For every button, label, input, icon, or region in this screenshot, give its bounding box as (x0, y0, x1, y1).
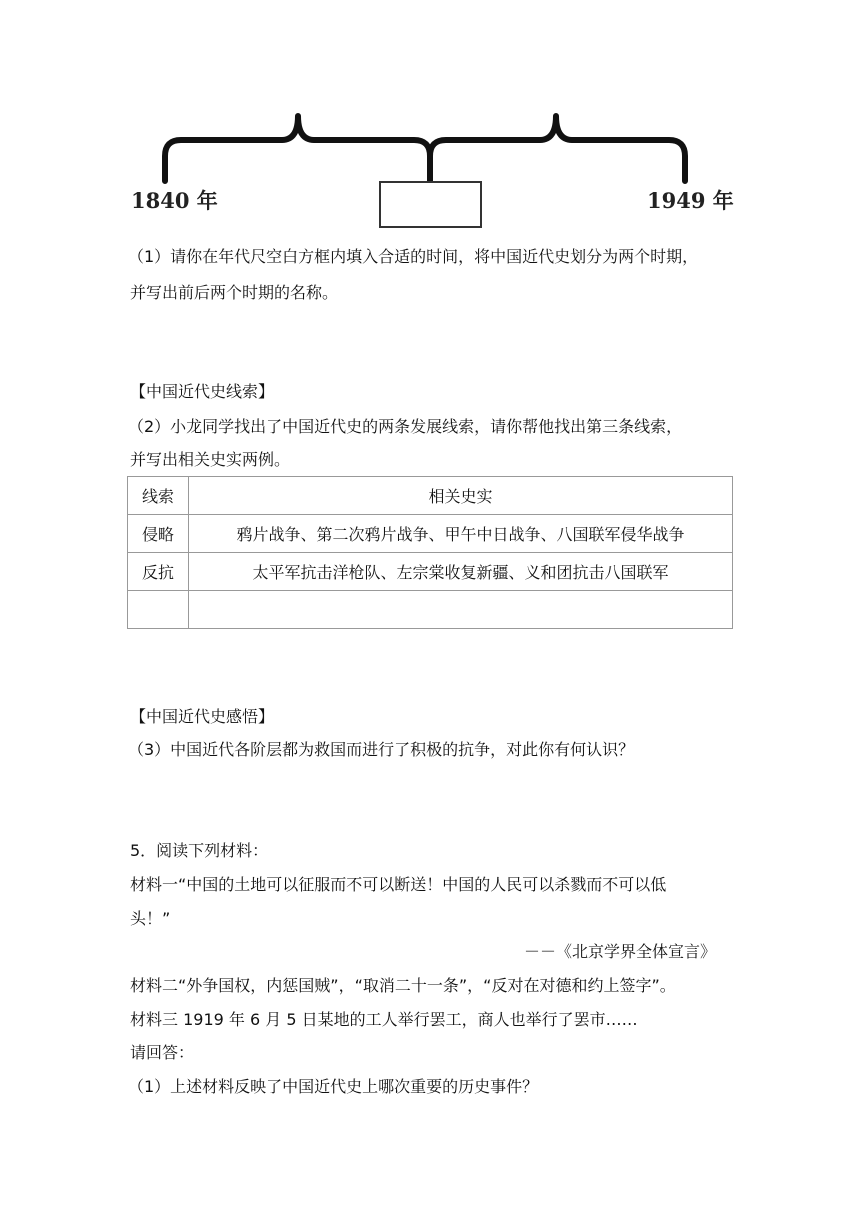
start-year-label: 1840 年 (131, 188, 218, 213)
table-cell: 反抗 (128, 553, 189, 591)
q1-text-line1: （1）请你在年代尺空白方框内填入合适的时间，将中国近代史划分为两个时期， (128, 247, 699, 266)
timeline-diagram (128, 108, 738, 233)
q2-text-line2: 并写出相关史实两例。 (130, 450, 291, 469)
material1-line1: 材料一“中国的土地可以征服而不可以断送！中国的人民可以杀戮而不可以低 (130, 875, 667, 894)
right-period-brace (430, 116, 685, 181)
table-header-row (128, 477, 733, 515)
q3-text: （3）中国近代各阶层都为救国而进行了积极的抗争，对此你有何认识？ (128, 740, 635, 759)
table-row (128, 591, 733, 629)
table-header-cell: 线索 (128, 477, 189, 515)
clues-table (127, 476, 733, 629)
table-cell-blank (189, 591, 733, 629)
q5-title: 5．阅读下列材料： (130, 841, 269, 860)
material3-text: 材料三 1919 年 6 月 5 日某地的工人举行罢工，商人也举行了罢市…… (130, 1010, 638, 1029)
table-row (128, 553, 733, 591)
q1-text-line2: 并写出前后两个时期的名称。 (130, 283, 339, 302)
material1-source: －－《北京学界全体宣言》 (524, 942, 717, 961)
table-row (128, 515, 733, 553)
table-cell: 太平军抗击洋枪队、左宗棠收复新疆、义和团抗击八国联军 (189, 553, 733, 591)
table-header-cell: 相关史实 (189, 477, 733, 515)
table-cell-blank (128, 591, 189, 629)
table-cell: 鸦片战争、第二次鸦片战争、甲午中日战争、八国联军侵华战争 (189, 515, 733, 553)
section-heading-clues: 【中国近代史线索】 (130, 382, 275, 401)
material1-line2: 头！” (130, 909, 171, 928)
table-cell: 侵略 (128, 515, 189, 553)
blank-year-box (380, 182, 481, 227)
end-year-label: 1949 年 (647, 188, 734, 213)
material2-text: 材料二“外争国权，内惩国贼”，“取消二十一条”，“反对在对德和约上签字”。 (130, 976, 676, 995)
answer-prompt: 请回答： (130, 1043, 195, 1062)
section-heading-feelings: 【中国近代史感悟】 (130, 707, 275, 726)
q5-sub1-text: （1）上述材料反映了中国近代史上哪次重要的历史事件？ (128, 1077, 539, 1096)
left-period-brace (165, 116, 430, 181)
q2-text-line1: （2）小龙同学找出了中国近代史的两条发展线索，请你帮他找出第三条线索， (128, 417, 683, 436)
